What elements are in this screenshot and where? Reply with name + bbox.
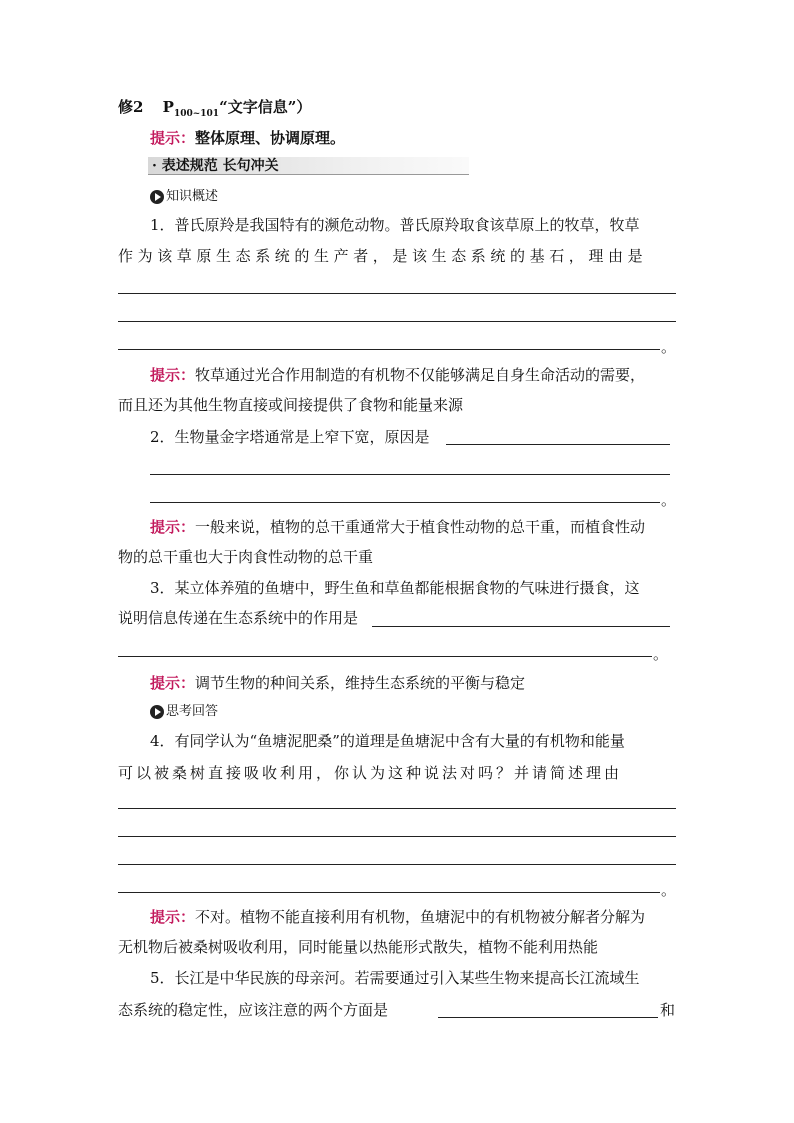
header-page-tail: “文字信息”） bbox=[219, 98, 312, 116]
answer-line[interactable] bbox=[118, 864, 676, 865]
answer-line[interactable] bbox=[118, 808, 676, 809]
answer-line[interactable] bbox=[438, 1017, 658, 1018]
hint-label: 提示： bbox=[150, 366, 196, 384]
answer-line[interactable] bbox=[118, 836, 676, 837]
q1-line2-text: 作为该草原生态系统的生产者，是该生态系统的基石，理由是 bbox=[118, 247, 648, 265]
answer-line[interactable] bbox=[150, 474, 670, 475]
answer-line[interactable] bbox=[150, 502, 660, 503]
header-reference bbox=[118, 96, 311, 125]
tag-knowledge bbox=[150, 188, 218, 206]
q3-line2: 说明信息传递在生态系统中的作用是 bbox=[118, 609, 359, 627]
q4-end: 。 bbox=[661, 881, 677, 899]
q3-end: 。 bbox=[653, 645, 669, 663]
answer-line[interactable] bbox=[446, 444, 670, 445]
q4-line1: 4．有同学认为“鱼塘泥肥桑”的道理是鱼塘泥中含有大量的有机物和能量 bbox=[150, 732, 625, 750]
q5-line1: 5．长江是中华民族的母亲河。若需要通过引入某些生物来提高长江流域生 bbox=[150, 969, 640, 987]
q1-line2 bbox=[118, 245, 676, 267]
q4-hint-line1 bbox=[150, 906, 645, 928]
section-title-bar: · 表述规范 长句冲关 bbox=[148, 157, 469, 175]
q2-hint-line1 bbox=[150, 516, 645, 538]
q2-end: 。 bbox=[661, 491, 677, 509]
q1-line1: 1．普氏原羚是我国特有的濒危动物。普氏原羚取食该草原上的牧草，牧草 bbox=[150, 216, 640, 234]
q3-hint-text1: 调节生物的种间关系，维持生态系统的平衡与稳定 bbox=[195, 674, 526, 692]
q2-hint-text1: 一般来说，植物的总干重通常大于植食性动物的总干重，而植食性动 bbox=[195, 518, 646, 536]
header-page-p: P bbox=[162, 98, 174, 116]
q3-line1: 3．某立体养殖的鱼塘中，野生鱼和草鱼都能根据食物的气味进行摄食，这 bbox=[150, 579, 640, 597]
answer-line[interactable] bbox=[118, 349, 660, 350]
tag-knowledge-label: 知识概述 bbox=[166, 189, 219, 204]
hint-label: 提示： bbox=[150, 129, 196, 147]
q5-line2: 态系统的稳定性，应该注意的两个方面是 bbox=[118, 1001, 389, 1019]
q2-line1 bbox=[150, 426, 430, 448]
q2-hint-line2: 物的总干重也大于肉食性动物的总干重 bbox=[118, 548, 374, 566]
play-circle-icon bbox=[150, 190, 164, 204]
header-page-range: 100~101 bbox=[173, 109, 220, 119]
q1-hint-line2: 而且还为其他生物直接或间接提供了食物和能量来源 bbox=[118, 396, 464, 414]
answer-line[interactable] bbox=[118, 656, 652, 657]
q3-hint-line1 bbox=[150, 672, 525, 694]
q1-end: 。 bbox=[661, 338, 677, 356]
hint-label: 提示： bbox=[150, 518, 196, 536]
answer-line[interactable] bbox=[118, 293, 676, 294]
answer-line[interactable] bbox=[118, 892, 660, 893]
hint-label: 提示： bbox=[150, 674, 196, 692]
q4-hint-line2: 无机物后被桑树吸收利用，同时能量以热能形式散失，植物不能利用热能 bbox=[118, 938, 599, 956]
intro-hint-text: 整体原理、协调原理。 bbox=[195, 129, 346, 147]
intro-hint bbox=[150, 127, 345, 149]
header-prefix: 修2 bbox=[118, 98, 144, 116]
q1-hint-text1: 牧草通过光合作用制造的有机物不仅能够满足自身生命活动的需要， bbox=[195, 366, 646, 384]
q4-hint-text1: 不对。植物不能直接利用有机物，鱼塘泥中的有机物被分解者分解为 bbox=[195, 908, 646, 926]
q5-end: 和 bbox=[660, 1001, 676, 1019]
q2-line1-text: 2．生物量金字塔通常是上窄下宽，原因是 bbox=[150, 428, 430, 446]
hint-label: 提示： bbox=[150, 908, 196, 926]
answer-line[interactable] bbox=[118, 321, 676, 322]
tag-thinking-label: 思考回答 bbox=[166, 704, 219, 719]
play-circle-icon bbox=[150, 705, 164, 719]
answer-line[interactable] bbox=[372, 626, 670, 627]
tag-thinking bbox=[150, 703, 218, 721]
q1-hint-line1 bbox=[150, 364, 645, 386]
q4-line2: 可以被桑树直接吸收利用，你认为这种说法对吗？并请简述理由 bbox=[118, 764, 623, 782]
